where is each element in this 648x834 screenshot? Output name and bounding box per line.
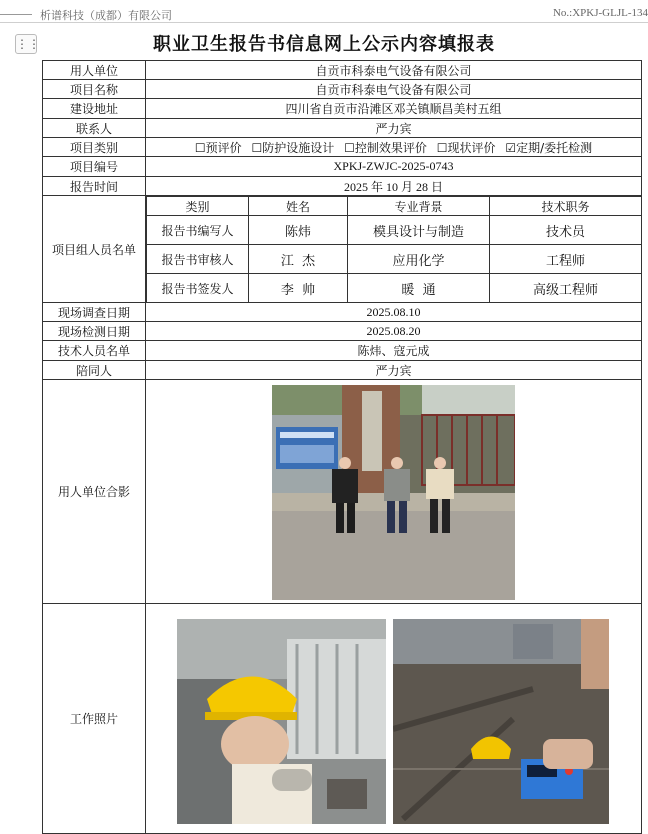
report-time-label: 报告时间 bbox=[43, 177, 146, 196]
table-row bbox=[147, 274, 642, 303]
team-header-role: 类别 bbox=[147, 197, 249, 216]
group-photo-image bbox=[272, 385, 515, 600]
member-role: 报告书编写人 bbox=[147, 216, 249, 245]
header-rule-left bbox=[0, 0, 32, 15]
accompany-label: 陪同人 bbox=[43, 361, 146, 380]
team-label: 项目组人员名单 bbox=[43, 196, 146, 303]
project-no-value: XPKJ-ZWJC-2025-0743 bbox=[146, 157, 642, 177]
detect-date-value: 2025.08.20 bbox=[146, 322, 642, 341]
member-name: 江 杰 bbox=[249, 245, 348, 274]
report-time-value: 2025 年 10 月 28 日 bbox=[146, 177, 642, 196]
checkbox-icon: ☐ bbox=[251, 140, 263, 155]
header-company: 析谱科技（成都）有限公司 bbox=[40, 9, 172, 22]
header-divider bbox=[0, 22, 648, 23]
employer-value: 自贡市科泰电气设备有限公司 bbox=[146, 61, 642, 80]
team-cell bbox=[146, 196, 642, 303]
option-periodic-detection[interactable]: ☑定期/委托检测 bbox=[505, 140, 593, 155]
project-name-value: 自贡市科泰电气设备有限公司 bbox=[146, 80, 642, 99]
accompany-value: 严力宾 bbox=[146, 361, 642, 380]
work-photo-1 bbox=[177, 619, 386, 824]
member-major: 模具设计与制造 bbox=[348, 216, 490, 245]
work-photos-label: 工作照片 bbox=[43, 604, 146, 834]
option-control-effect[interactable]: ☐控制效果评价 bbox=[344, 140, 427, 155]
contact-value: 严力宾 bbox=[146, 119, 642, 138]
table-row bbox=[147, 245, 642, 274]
group-photo-label: 用人单位合影 bbox=[43, 380, 146, 604]
tech-staff-value: 陈炜、寇元成 bbox=[146, 341, 642, 361]
member-major: 暖 通 bbox=[348, 274, 490, 303]
member-title: 技术员 bbox=[490, 216, 642, 245]
detect-date-label: 现场检测日期 bbox=[43, 322, 146, 341]
checkbox-icon: ☐ bbox=[436, 140, 448, 155]
team-table bbox=[146, 196, 641, 302]
option-status-evaluation[interactable]: ☐现状评价 bbox=[436, 140, 496, 155]
checkbox-icon: ☐ bbox=[194, 140, 206, 155]
page-title: 职业卫生报告书信息网上公示内容填报表 bbox=[153, 34, 495, 55]
work-photo-2-image bbox=[393, 619, 609, 824]
checkbox-icon: ☐ bbox=[344, 140, 355, 155]
address-label: 建设地址 bbox=[43, 99, 146, 119]
option-pre-evaluation[interactable]: ☐预评价 bbox=[194, 140, 242, 155]
option-protection-design[interactable]: ☐防护设施设计 bbox=[251, 140, 335, 155]
project-no-label: 项目编号 bbox=[43, 157, 146, 177]
project-type-options bbox=[146, 138, 642, 157]
member-role: 报告书审核人 bbox=[147, 245, 249, 274]
member-title: 高级工程师 bbox=[490, 274, 642, 303]
project-name-label: 项目名称 bbox=[43, 80, 146, 99]
survey-date-value: 2025.08.10 bbox=[146, 303, 642, 322]
work-photo-2 bbox=[393, 619, 609, 824]
table-row bbox=[147, 216, 642, 245]
header-doc-number: No.:XPKJ-GLJL-134 bbox=[552, 7, 648, 19]
survey-date-label: 现场调查日期 bbox=[43, 303, 146, 322]
member-title: 工程师 bbox=[490, 245, 642, 274]
team-header-name: 姓名 bbox=[249, 197, 348, 216]
employer-label: 用人单位 bbox=[43, 61, 146, 80]
member-major: 应用化学 bbox=[348, 245, 490, 274]
member-name: 李 帅 bbox=[249, 274, 348, 303]
work-photo-1-image bbox=[177, 619, 386, 824]
checked-checkbox-icon: ☑ bbox=[505, 140, 517, 155]
project-type-label: 项目类别 bbox=[43, 138, 146, 157]
team-header-major: 专业背景 bbox=[348, 197, 490, 216]
team-header-title: 技术职务 bbox=[490, 197, 642, 216]
group-photo bbox=[272, 385, 515, 600]
member-name: 陈炜 bbox=[249, 216, 348, 245]
contact-label: 联系人 bbox=[43, 119, 146, 138]
drag-handle-icon[interactable]: ⋮⋮ bbox=[15, 34, 37, 54]
member-role: 报告书签发人 bbox=[147, 274, 249, 303]
tech-staff-label: 技术人员名单 bbox=[43, 341, 146, 361]
address-value: 四川省自贡市沿滩区邓关镇顺昌美村五组 bbox=[146, 99, 642, 119]
